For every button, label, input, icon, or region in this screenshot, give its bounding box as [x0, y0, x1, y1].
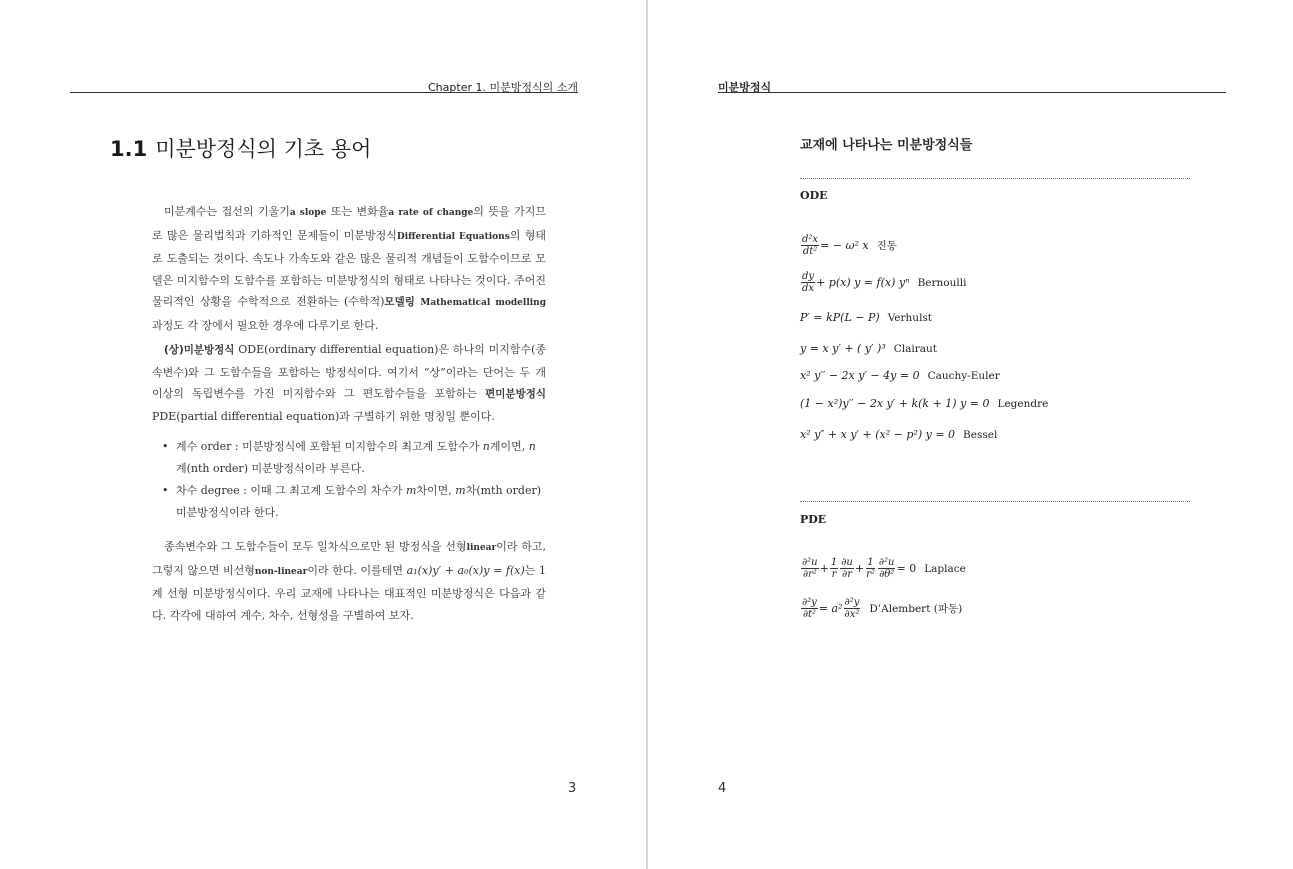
- fraction: [801, 234, 819, 257]
- denominator: ∂θ²: [879, 569, 895, 580]
- page-number: 3: [568, 781, 577, 796]
- text-run: 는 1계 선형 미분방정식이다. 우리 교재에 나타나는 대표적인 미분방정식은 다음과 같다. 각각에 대하여 계수, 차수, 선형성을 구별하여 보자.: [152, 563, 546, 622]
- paragraph-1: [152, 201, 546, 336]
- equation-rhs: = − ω² x: [820, 239, 869, 252]
- denominator: dt²: [802, 246, 818, 257]
- fraction: [844, 597, 861, 620]
- text-run: 이라 하고, 그렇지 않으면 비선형: [152, 540, 547, 577]
- dotted-divider: [800, 501, 1190, 502]
- section-number: 1.1: [110, 137, 148, 161]
- equation-oscillation: [800, 234, 897, 257]
- fraction: [878, 557, 896, 580]
- paragraph-2: [152, 339, 546, 427]
- english-term: Mathematical modelling: [420, 298, 547, 308]
- equation-expr: (1 − x²)y′′ − 2x y′ + k(k + 1) y = 0: [800, 397, 990, 410]
- equation-name: Cauchy-Euler: [927, 369, 1000, 382]
- denominator: ∂r: [842, 569, 852, 580]
- right-page: [648, 0, 1293, 869]
- math-var: m: [455, 484, 466, 497]
- fraction: [830, 557, 838, 580]
- text-run: 의 뜻을 가지므로 많은 물리법칙과 기하적인 문제들이 미분방정식: [152, 205, 546, 242]
- bullet-item: [162, 436, 546, 479]
- pde-label: PDE: [800, 513, 827, 526]
- operator: = a²: [818, 602, 843, 615]
- equation-dalembert: [800, 597, 962, 620]
- dotted-divider: [800, 178, 1190, 179]
- equation-name: 진동: [876, 240, 897, 252]
- math-var: m: [405, 484, 417, 497]
- page-number: 4: [718, 781, 727, 796]
- bold-term: 편미분방정식: [485, 388, 546, 400]
- text-run: 의 형태로 도출되는 것이다. 속도나 가속도와 같은 많은 물리적 개념들이 도함수이므로 모델은 미지함수의 도함수를 포함하는 미분방정식의 형태로 나타나는 것이다. 주어진 물리적인 상황을 수학적으로 전환하는 (수학적): [152, 228, 547, 308]
- equation-expr: x² y′′ − 2x y′ − 4y = 0: [800, 369, 920, 382]
- text-run: 계수 order : 미분방정식에 포함된 미지함수의 최고계 도함수가: [176, 440, 483, 453]
- math-var: n: [482, 440, 490, 453]
- equation-clairaut: [800, 342, 937, 355]
- text-run: 차수 degree : 이때 그 최고계 도함수의 차수가: [176, 484, 406, 497]
- numerator: dy: [802, 271, 815, 282]
- numerator: ∂²y: [802, 597, 817, 608]
- text-run: 계(nth order) 미분방정식이라 부른다.: [176, 461, 365, 475]
- equation-name: Legendre: [997, 397, 1049, 410]
- fraction: [840, 557, 854, 580]
- header-rule: [718, 92, 1226, 93]
- text-run: 또는 변화율: [326, 205, 389, 218]
- numerator: ∂²y: [844, 597, 860, 608]
- denominator: ∂r²: [802, 569, 817, 580]
- denominator: r²: [866, 569, 875, 580]
- fraction: [801, 557, 819, 580]
- equation-bernoulli: [800, 271, 966, 294]
- inline-equation: a₁(x)y′ + a₀(x)y = f(x): [406, 563, 525, 577]
- equation-rhs: + p(x) y = f(x) yⁿ: [816, 276, 910, 289]
- equation-expr: x² y″ + x y′ + (x² − p²) y = 0: [800, 428, 956, 441]
- section-heading: [110, 133, 371, 163]
- text-run: 과정도 각 장에서 필요한 경우에 다루기로 한다.: [152, 318, 379, 332]
- bold-term: (상)미분방정식: [164, 344, 235, 356]
- equation-laplace: [800, 557, 966, 580]
- text-run: 계이면,: [489, 440, 529, 453]
- numerator: 1: [830, 557, 838, 568]
- denominator: r: [831, 569, 837, 580]
- denominator: dx: [802, 283, 815, 294]
- operator: +: [854, 562, 865, 575]
- denominator: ∂x²: [844, 609, 860, 620]
- equation-cauchy-euler: [800, 369, 1000, 382]
- equation-name: Bessel: [963, 428, 998, 441]
- equations-title: 교재에 나타나는 미분방정식들: [800, 138, 973, 153]
- english-term: non-linear: [254, 566, 308, 577]
- text-run: 미분계수는 접선의 기울기: [164, 205, 290, 218]
- fraction: [801, 271, 815, 294]
- header-rule: [70, 92, 578, 93]
- equation-name: D’Alembert (파동): [869, 603, 963, 615]
- numerator: d²x: [802, 234, 819, 245]
- numerator: ∂u: [841, 557, 853, 568]
- bold-term: 모델링: [384, 296, 415, 308]
- fraction: [865, 557, 876, 580]
- equation-expr: y = x y′ + ( y′ )³: [800, 342, 886, 355]
- english-term: a slope: [289, 208, 327, 218]
- operator: = 0: [896, 562, 917, 575]
- equation-legendre: [800, 397, 1048, 410]
- section-title: 미분방정식의 기초 용어: [155, 137, 372, 161]
- english-term: Differential Equations: [396, 231, 510, 242]
- running-head: 미분방정식: [718, 81, 772, 94]
- text-run: 종속변수와 그 도함수들이 모두 일차식으로만 된 방정식을 선형: [164, 540, 467, 553]
- math-var: n: [528, 440, 536, 453]
- equation-name: Bernoulli: [917, 276, 967, 289]
- ode-label: ODE: [800, 189, 828, 202]
- equation-verhulst: [800, 311, 932, 324]
- text-run: 차(mth order) 미분방정식이라 한다.: [176, 484, 542, 519]
- text-run: 이라 한다. 이를테면: [307, 563, 407, 577]
- paragraph-3: [152, 536, 546, 626]
- bullet-item: [162, 480, 546, 523]
- english-term: linear: [466, 543, 497, 553]
- equation-expr: P′ = kP(L − P): [800, 311, 880, 324]
- numerator: ∂²u: [878, 557, 895, 568]
- numerator: ∂²u: [802, 557, 818, 568]
- text-run: PDE(partial differential equation)과 구별하기 위한 명칭일 뿐이다.: [152, 409, 495, 423]
- chapter-label: Chapter 1.: [428, 81, 486, 94]
- text-run: ODE(ordinary differential equation)은 하나의 미지함수(종속변수)와 그 도함수들을 포함하는 방정식이다. 여기서 “상”이라는 단어는 두 개 이상의 독립변수를 가진 미지함수와 그 편도함수들을 포함하는: [152, 343, 546, 400]
- chapter-title: 미분방정식의 소개: [489, 81, 578, 94]
- english-term: a rate of change: [388, 208, 474, 218]
- equation-bessel: [800, 428, 997, 441]
- denominator: ∂t²: [802, 609, 817, 620]
- equation-name: Clairaut: [893, 342, 938, 355]
- text-run: 차이면,: [416, 484, 456, 497]
- numerator: 1: [867, 557, 874, 568]
- equation-name: Verhulst: [887, 311, 933, 324]
- operator: +: [819, 562, 829, 575]
- left-page: [0, 0, 646, 869]
- equation-name: Laplace: [924, 562, 966, 575]
- fraction: [801, 597, 818, 620]
- bullet-list: [162, 436, 546, 524]
